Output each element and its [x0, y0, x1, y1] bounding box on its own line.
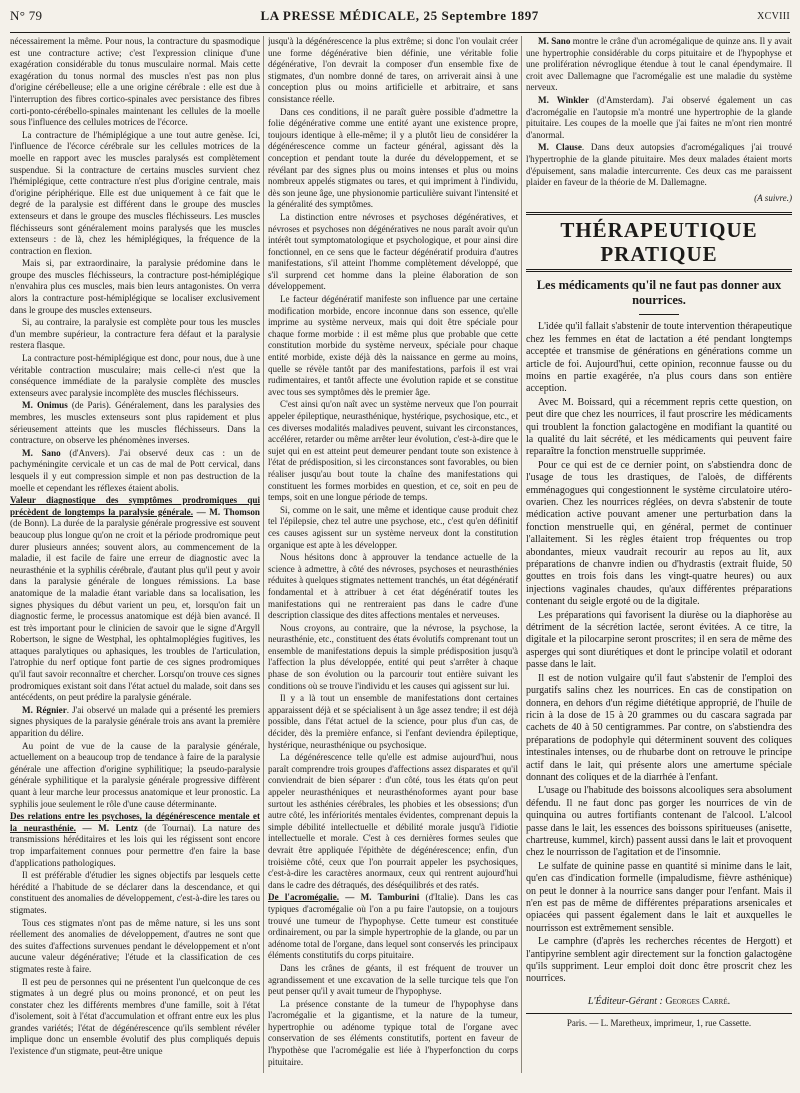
paragraph — [526, 142, 792, 188]
paragraph — [268, 212, 518, 293]
paragraph-text: L'idée qu'il fallait s'abstenir de toute intervention thérapeutique chez les femmes en état de lactation a été pendant longtemps acceptée et transmise de générations en générations comme un article de foi. Aujourd'hui, cette opinion, reconnue fausse ou du moins en partie exagérée, n'a plus cours dans son entière acception. — [526, 321, 792, 395]
editor-credit — [526, 996, 792, 1008]
paragraph — [268, 399, 518, 503]
paragraph-text: La contracture post-hémiplégique est donc, pour nous, due à une véritable contraction musculaire; mais celle-ci n'est que la conséquence immédiate de la paralysie complète des muscles extenseurs avec paralysie incomplète des muscles fléchisseurs. — [10, 353, 260, 398]
paragraph — [526, 460, 792, 609]
article-title: Les médicaments qu'il ne faut pas donner aux nourrices. — [536, 278, 782, 308]
column-divider — [263, 36, 264, 1073]
title-rule — [639, 314, 679, 315]
paragraph — [10, 495, 260, 704]
paragraph-text: La présence constante de la tumeur de l'hypophyse dans l'acromégalie et la gigantisme, et la nature de la tumeur, hypertrophie ou adénome typique total de l'organe avec conservation de ses éléments constitutifs, portent en faveur de l'hypothèse que l'acromégalie est liée à l'hyperfonction du corps pituitaire. — [268, 998, 518, 1067]
paragraph-text: La contracture de l'hémiplégique a une tout autre genèse. Ici, l'influence de l'écorce cérébrale sur les cellules motrices de la moelle en rapport avec les muscles paralysés est complètement suspendue. Si la contracture de certains muscles survient chez l'hémiplégique, cette contracture n'est plus d'origine centrale, mais d'origine périphérique. Elle est due uniquement à ce fait que le degré de la paralysie est différent dans le groupe des muscles extenseurs et dans le groupe des muscles fléchisseurs. Les muscles fléchisseurs sont généralement moins paralysés que les muscles extenseurs : de là, chez les hémiplégiques, la fréquence de la contraction en flexion. — [10, 129, 260, 256]
article-body — [526, 321, 792, 986]
paragraph-text: . J'ai observé un malade qui a présenté les premiers signes physiques de la paralysie générale trois ans avant la première apparition du délire. — [10, 704, 260, 739]
header-rule — [10, 32, 790, 33]
paragraph-text: Si, comme on le sait, une même et identique cause produit chez tel l'épilepsie, chez tel autre une psychose, etc., c'est qu'en définitif ces causes agissent sur un système nerveux dont la constitution organique est apte à les développer. — [268, 504, 518, 550]
paragraph-text: Mais si, par extraordinaire, la paralysie prédomine dans le groupe des muscles fléchisseurs, la contracture post-hémiplégique n'envahira plus ces muscles, mais bien leurs antagonistes. On verra alors la contracture post-hémiplégique se localiser exclusivement dans le groupe des muscles extenseurs. — [10, 258, 260, 315]
paragraph-text: Nous hésitons donc à approuver la tendance actuelle de la science à admettre, à côté des névroses, psychoses et neurasthénies réduites à quelques stigmates nettement tranchés, un état dégénératif fondamental et à attribuer à cet état dégénératif toutes les manifestations qui ne rentreraient pas dans le cadre d'une description classique des dites affections mentales et nerveuses. — [268, 552, 518, 621]
paragraph-text: Pour ce qui est de ce dernier point, on s'abstiendra donc de l'usage de tous les drastiques, de l'aloès, de différents emménagogues qui congestionnent le système circulatoire utéro-ovarien. Chez les nourrices réglées, on devra s'abstenir de toute médication active pouvant amener une perturbation dans la fonction menstruelle qui, en général, permet de continuer l'allaitement. Si les règles étaient trop fréquentes ou trop abondantes, mieux vaudrait recourir au repos au lit, aux préparations de chanvre indien ou d'hydrastis (extrait fluide, 50 gouttes en trois fois dans les vingt-quatre heures) ou aux injections vaginales chaudes, qu'aux différentes préparations contenant du seigle ergoté ou de la digitale. — [526, 459, 792, 608]
paragraph — [268, 505, 518, 551]
paragraph-text: Le camphre (d'après les recherches récentes de Hergott) et l'antipyrine semblent agir directement sur la fonction galactogène qu'ils suppriment. Leur emploi doit donc être proscrit chez les nourrices. — [526, 936, 792, 985]
paragraph — [268, 552, 518, 622]
paragraph — [10, 870, 260, 916]
paragraph — [10, 317, 260, 352]
speaker-name: M. Clause — [538, 142, 582, 153]
paragraph-text: Il est de notion vulgaire qu'il faut s'abstenir de l'emploi des purgatifs salins chez les nourrices. En cas de constipation on donnera, en dehors d'un régime diététique approprié, de l'huile de ricin à la dose de 15 à 20 grammes ou du cascara sagrada par cachets de 40 à 50 centigrammes. Par contre, on s'abstiendra des préparations de podophyle qui déterminent souvent des coliques intestinales intenses, ou de rhubarbe dont on retrouve le principe actif dans le lait, qui présente alors une amertume spéciale donnant des coliques et de la diarrhée à l'enfant. — [526, 672, 792, 783]
paragraph-text: . Dans deux autopsies d'acromégaliques j'ai trouvé l'hypertrophie de la glande pituitaire. Mes deux malades étaient morts d'épuisement, sans maladie intercurrente. Ces deux cas me paraissent plaider en faveur de la théorie de M. Dallemagne. — [526, 142, 792, 188]
paragraph — [268, 36, 518, 106]
paragraph — [10, 400, 260, 446]
paragraph — [10, 918, 260, 976]
section-heading: THÉRAPEUTIQUE PRATIQUE — [526, 212, 792, 272]
editor-label: L'Éditeur-Gérant : — [587, 995, 663, 1007]
paragraph-text: Il est peu de personnes qui ne présentent l'un quelconque de ces stigmates à un degré plus ou moins prononcé, et on peut les constater chez les différents membres d'une famille, soit à l'état d'isolement, soit à l'état d'accumulation et offrant entre eux les plus grandes variétés; l'état de dégénérescence qu'ils semblent révéler implique donc un ensemble évolutif des plus compliqués depuis l'existence d'un stigmate, peut-être unique — [10, 976, 260, 1057]
paragraph — [526, 36, 792, 94]
paragraph-text: Au point de vue de la cause de la paralysie générale, actuellement on a beaucoup trop de tendance à faire de la paralysie générale une affection d'origine syphilitique; la pseudo-paralysie générale syphilitique et la paralysie générale progressive diffèrent quant à leur marche leur processus anatomique et leur pronostic. La syphilis joue seulement le rôle d'une cause déterminante. — [10, 740, 260, 809]
page-number: XCVIII — [757, 10, 790, 22]
paragraph — [526, 785, 792, 859]
paragraph-text: nécessairement la même. Pour nous, la contracture du spasmodique est une contracture active; c'est l'expression clinique d'une exagération considérable du tonus musculaire normal. Mais cette exagération du tonus normal des muscles n'est pas non plus d'origine cérébelleuse; elle a une origine cérébrale : elle est due à l'interruption des fibres cortico-spinales avec persistance des fibres corti-ponto-cérébello-spinales maintenant les cellules de la moelle sous l'influence des cellules motrices de l'écorce. — [10, 36, 260, 128]
paragraph — [268, 999, 518, 1069]
paragraph-text: (d'Italie). Dans les cas typiques d'acromégalie où l'on a pu faire l'autopsie, on a toujours trouvé une tumeur de l'hypophyse. Cette tumeur est constituée ordinairement, ou par la simple hypertrophie de la glande, ou par un adénome total de l'organe, dans lequel sont conservés les principaux éléments constitutifs du corps pituitaire. — [268, 892, 518, 961]
paragraph-text: (de Tournai). La nature des transmissions héréditaires et les lois qui les régissent sont encore trop imparfaitement connues pour permettre d'en faire la base d'applications pathologiques. — [10, 822, 260, 868]
paragraph-text: (de Bonn). La durée de la paralysie générale progressive est souvent beaucoup plus longue qu'on ne croit et la période prodromique peut durer plusieurs années; souvent alors, au commencement de la maladie, il est facile de faire une erreur de diagnostic avec la neurasthénie et la syphilis cérébrale, d'autant plus qu'il peut y avoir dans la paralysie générale de longues rémissions. La base anatomique de la maladie étant variable dans sa localisation, les signes physiques du début varient un peu, et, lorsqu'on fait un diagnostic ferme, le processus anatomique est déjà bien avancé. Il est très important pour le clinicien de savoir que le signe d'Argyll Robertson, le signe de Westphal, les ophtalmoplégies fugitives, les attaques paralytiques ou aphasiques, les troubles de l'articulation, l'atrophie du nerf optique font partie de ces signes prodromiques qu'il faut savoir reconnaître et chercher. Lorsqu'on trouve ces signes prodromiques existant soit dans l'état actuel du malade, soit dans ses antécédents, on peut prédire la paralysie générale. — [10, 518, 260, 703]
paragraph-text: Tous ces stigmates n'ont pas de même nature, si les uns sont réellement des anomalies de développement, d'autres ne sont que des suites d'affections survenues pendant le développement et n'ont aucune valeur dégénérative; l'étude et la classification de ces stigmates reste à faire. — [10, 917, 260, 974]
paragraph-text: Le sulfate de quinine passe en quantité si minime dans le lait, qu'en cas d'indication formelle (impaludisme, fièvre asthénique) on peut le donner à la nourrice sans danger pour l'enfant. Mais il n'en est pas de même de différentes préparations arsenicales et opiacées qui passent également dans le lait et auxquelles le nourrisson est extrêmement sensible. — [526, 860, 792, 934]
paragraph — [10, 36, 260, 129]
paragraph-text: Dans ces conditions, il ne paraît guère possible d'admettre la folie dégénérative comme une entité ayant une existence propre, toujours identique à elle-même; il y a plutôt lieu de considérer la dégénérescence comme un facteur général, agissant dès la conception et pendant toute la durée du développement, et se révélant par des signes plus ou moins intenses et plus ou moins nombreux appelés stigmates ou tares, et qui impriment à l'individu, dès son jeune âge, une physionomie particulière suivant l'intensité et la généralité des symptômes. — [268, 106, 518, 210]
paragraph — [526, 397, 792, 459]
page-header — [10, 4, 790, 28]
paragraph-text: Le facteur dégénératif manifeste son influence par une certaine modification morbide, encore inconnue dans son essence, qu'elle imprime au système nerveux, mais qui doit être spéciale pour chaque forme morbide : il est même plus que probable que cette constitution morbide du système nerveux, spéciale pour chaque entité morbide, existe déjà dès la naissance en germe au moins, quelle se révèle tantôt par des manifestations, parfois il est vrai rudimentaires, et tantôt affecte une évolution rapide et se constitue avec tous ses symptômes dès le premier âge. — [268, 294, 518, 397]
paragraph-text: (d'Anvers). J'ai observé deux cas : un de pachyméningite cervicale et un cas de mal de Pott cervical, dans lesquels il y eut compression simple et non pas destruction de la moelle et cependant les réflexes étaient abolis. — [10, 447, 260, 493]
to-be-continued: (A suivre.) — [754, 192, 792, 203]
speaker-name: M. Sano — [22, 447, 61, 458]
paragraph — [526, 610, 792, 672]
paragraph-text: Les préparations qui favorisent la diurèse ou la diaphorèse au détriment de la sécrétion lactée, seront évitées. A ce titre, la digitale et la pilocarpine seront proscrites; il en sera de même des asperges qui sont diurétiques et dont le principe volatil et odorant passe dans le lait. — [526, 609, 792, 671]
paragraph — [10, 977, 260, 1058]
section-title: Des relations entre les psychoses, la dégénérescence mentale et la neurasthénie. — [10, 811, 260, 833]
paragraph-text: (de Paris). Généralement, dans les paralysies des membres, les muscles extenseurs sont plus rapidement et plus sérieusement atteints que les muscles fléchisseurs. Dans la contracture, on observe les phénomènes inverses. — [10, 400, 260, 446]
speaker-name: — M. Lentz — [75, 822, 138, 833]
speaker-name: — M. Tamburini — [339, 892, 420, 903]
paragraph — [10, 811, 260, 869]
paragraph-text: Il y a là tout un ensemble de manifestations dont certaines apparaissent déjà et se spécialisent à un âge assez tendre; il est déjà possible, dans l'état actuel de la science, pour plus d'un cas, de décider, dès la première enfance, si l'enfant deviendra épileptique, hystérique, neurasthénique ou psychosique. — [268, 693, 518, 750]
paragraph-text: jusqu'à la dégénérescence la plus extrême; si donc l'on voulait créer une forme dégénérative bien définie, une véritable folie dégénérative, l'on devrait la composer d'un ensemble fixe de stigmates, d'un nombre donné de tares, on arriverait ainsi à une conception plus ou moins artificielle et arbitraire, et sans consistance réelle. — [268, 36, 518, 104]
paragraph — [268, 892, 518, 962]
paragraph — [10, 705, 260, 740]
paragraph — [268, 752, 518, 891]
paragraph — [526, 321, 792, 395]
column-middle — [268, 36, 518, 1083]
masthead-title: LA PRESSE MÉDICALE, 25 Septembre 1897 — [260, 8, 539, 23]
paragraph — [526, 936, 792, 986]
paragraph-text: C'est ainsi qu'on naît avec un système nerveux que l'on pourrait appeler épileptique, neurasthénique, hystérique, psychosique, etc., et ces diverses modalités maladives peuvent, suivant les circonstances, accélérer, retarder ou même arrêter leur évolution, c'est-à-dire que le sujet qui en est atteint peut demeurer pendant toute son existence à l'état de prédisposition, si les circonstances sont favorables, ou bien réaliser jusqu'au bout toute la chaîne des manifestations qui constituent les formes morbides en question, et ce, soit en peu de temps, soit en une longue période de temps. — [268, 399, 518, 503]
speaker-name: M. Winkler — [538, 94, 589, 105]
column-right — [526, 36, 792, 1083]
paragraph-text: La distinction entre névroses et psychoses dégénératives, et névroses et psychoses non dégénératives ne nous paraît avoir qu'un intérêt tout symptomatologique et psychologique, et pour ainsi dire fonctionnel, en ce sens que le facteur dégénératif produira d'autres manifestations, s'il atteint l'homme complètement développé, que s'il surprend cet homme dans la pleine élaboration de son développement. — [268, 211, 518, 292]
column-left — [10, 36, 260, 1083]
paragraph-text: Nous croyons, au contraire, que la névrose, la psychose, la neurasthénie, etc., constituent des états évolutifs comprenant tout un ensemble de manifestations depuis la simple prédisposition jusqu'à l'affection la plus développée, entité qui peut s'arrêter à chaque phase de son évolution ou la parcourir tout entière suivant les conditions où se trouve l'individu et les causes qui agissent sur lui. — [268, 622, 518, 691]
paragraph — [268, 623, 518, 693]
paragraph-text: Dans les crânes de géants, il est fréquent de trouver un agrandissement et une excavation de la selle turcique tels que l'on peut penser qu'il y avait tumeur de l'hypophyse. — [268, 962, 518, 997]
column-right-proceedings — [526, 36, 792, 189]
speaker-name: M. Onimus — [22, 400, 68, 411]
section-title: Valeur diagnostique des symptômes prodromiques qui précèdent de longtemps la paralysie générale. — [10, 495, 260, 517]
printer-imprint: Paris. — L. Maretheux, imprimeur, 1, rue Cassette. — [526, 1013, 792, 1030]
speaker-name: M. Sano — [538, 36, 571, 46]
paragraph — [10, 258, 260, 316]
paragraph-text: Si, au contraire, la paralysie est complète pour tous les muscles d'un membre supérieur, la contracture fera défaut et la paralysie restera flasque. — [10, 317, 260, 351]
paragraph — [268, 107, 518, 211]
column-divider — [521, 36, 522, 1073]
paragraph — [10, 130, 260, 258]
paragraph — [526, 95, 792, 141]
paragraph — [10, 353, 260, 399]
paragraph — [268, 693, 518, 751]
paragraph — [526, 861, 792, 935]
speaker-name: M. Régnier — [22, 704, 67, 715]
editor-name: Georges Carré. — [665, 995, 731, 1007]
paragraph — [10, 448, 260, 494]
paragraph-text: La dégénérescence telle qu'elle est admise aujourd'hui, nous paraît comprendre trois groupes d'affections assez disparates et qu'il conviendrait de bien séparer : d'un côté, tous les états qu'on peut appeler neurasthéniques et neurasthénoformes ayant pour base surtout les asthénies cérébrales, les phobies et les obsessions; d'un autre côté, les infériorités mentales évidentes, comprenant depuis la simple débilité intellectuelle et débilité morale jusqu'à l'idiotie intellectuelle et morale. C'est à ces dernières formes seules que devrait être appliquée l'épithète de dégénérescence; enfin, d'un troisième côté, ceux que l'on pourrait appeler les psychosiques, c'est-à-dire les caractères anormaux, ceux qui rentrent aujourd'hui dans le cadre des détraqués, des déséquilibrés et des ratés. — [268, 752, 518, 890]
paragraph — [268, 963, 518, 998]
paragraph-text: Il est préférable d'étudier les signes objectifs par lesquels cette hérédité a l'habitude de se déclarer dans la descendance, et qui constituent des anomalies de développement, c'est-à-dire les tares ou stigmates. — [10, 870, 260, 915]
paragraph-text: (d'Amsterdam). J'ai observé également un cas d'acromégalie en l'autopsie m'a montré une hypertrophie de la glande pituitaire. Les coupes de la moelle que j'ai faites ne m'ont rien montré d'anormal. — [526, 94, 792, 140]
paragraph — [526, 673, 792, 785]
paragraph — [268, 294, 518, 398]
issue-number: N° 79 — [10, 8, 43, 23]
paragraph — [10, 741, 260, 811]
paragraph-text: montre le crâne d'un acromégalique de quinze ans. Il y avait une hypertrophie considérable du corps pituitaire et de l'hypophyse et une prolifération névroglique étendue à tout le canal épendymaire. Il croit avec Dallemagne que l'acromégalie est une maladie du système nerveux. — [526, 36, 792, 93]
paragraph-text: Avec M. Boissard, qui a récemment repris cette question, on peut dire que chez les nourrices, il faut proscrire les médicaments qui troublent la fonction galactogène en modifiant la quantité ou la qualité du lait sécrété, et les médicaments qui peuvent faire reparaître la fonction menstruelle supprimée. — [526, 396, 792, 458]
section-title: De l'acromégalie. — [268, 892, 340, 903]
speaker-name: — M. Thomson — [192, 506, 260, 517]
paragraph-text: L'usage ou l'habitude des boissons alcooliques sera absolument défendu. Il ne faut donc pas gorger les nourrices de vin de quinquina ou autres fortifiants contenant de l'alcool. L'alcool passe dans le lait, les essences des boissons spiritueuses (anisette, chartreuse, kummel, kirch) passent aussi dans le lait et provoquent chez le nourrisson de l'agitation et de l'insomnie. — [526, 785, 792, 859]
